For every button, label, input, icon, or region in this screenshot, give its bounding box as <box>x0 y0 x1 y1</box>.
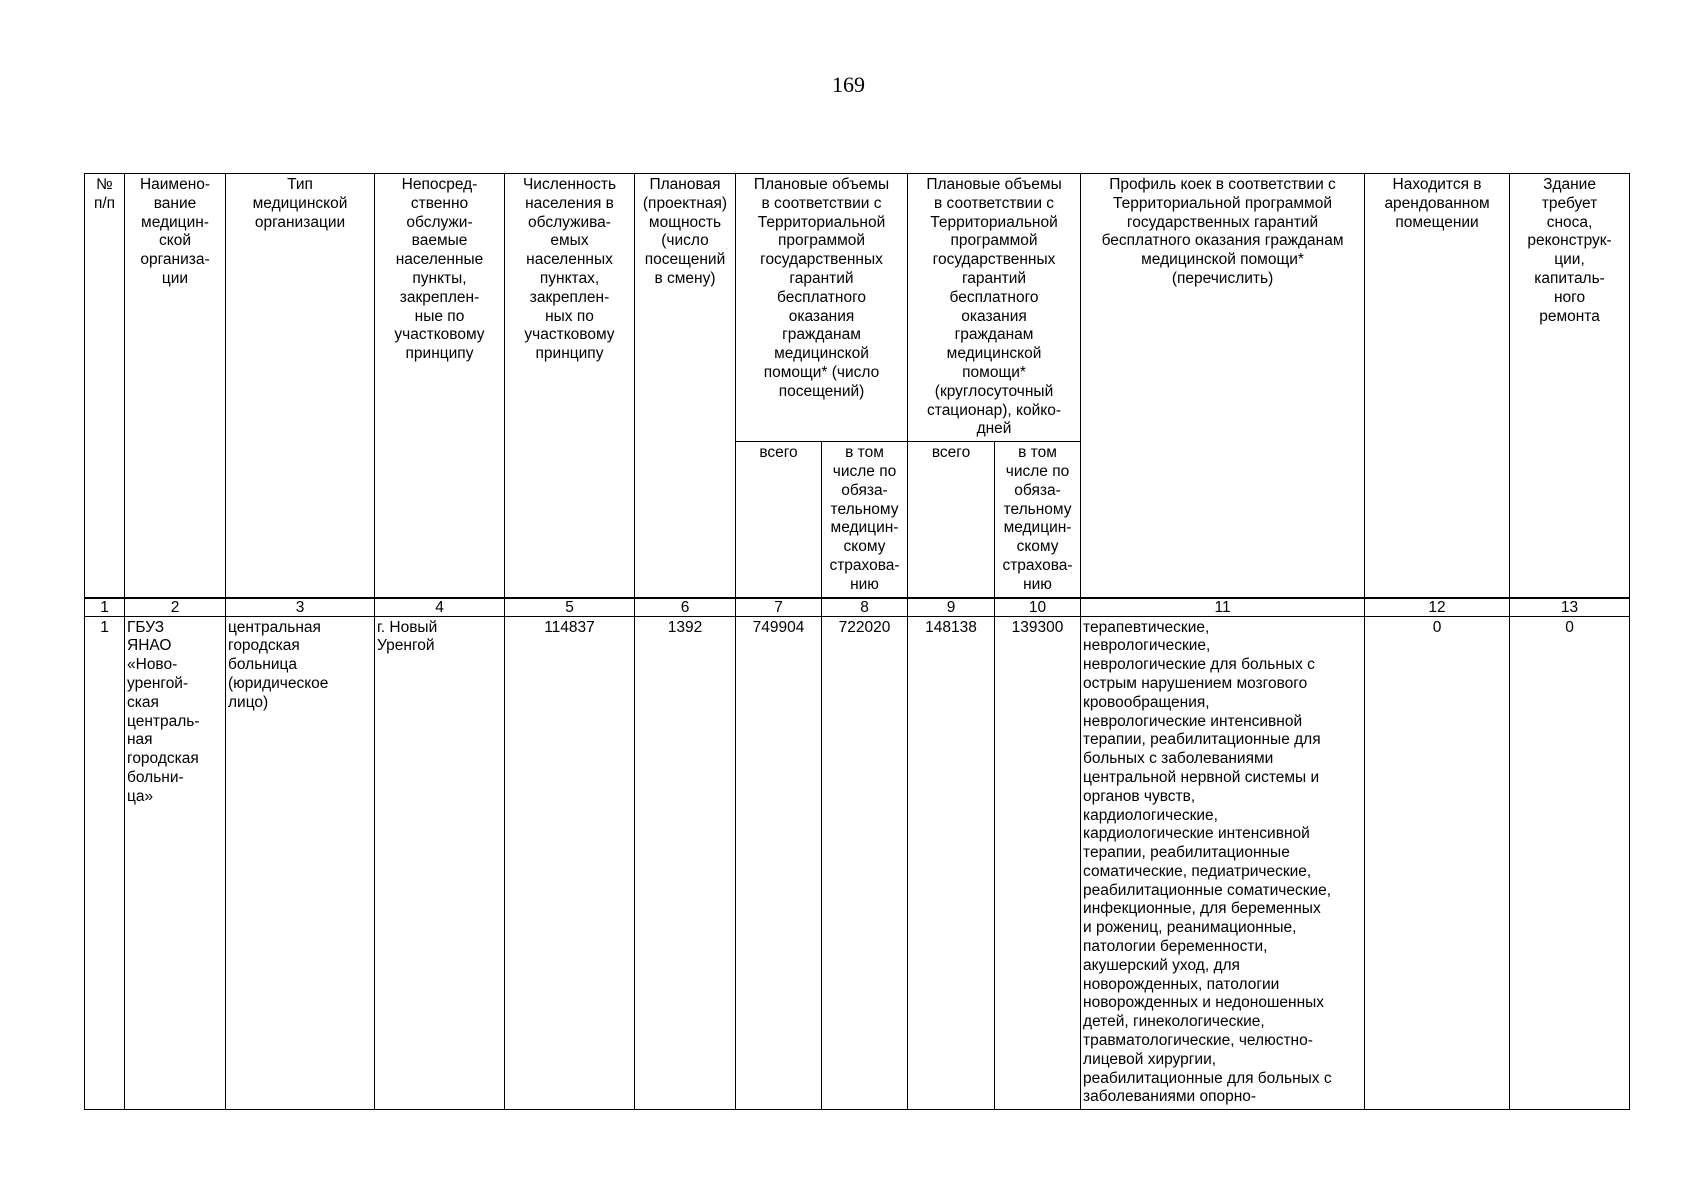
header-population: Численность населения в обслужива- емых населенных пунктах, закреплен- ных по участковому принципу <box>505 174 635 598</box>
header-planned-bed-days: Плановые объемы в соответствии с Территориальной программой государственных гарантий бесплатного оказания гражданам медицинской помощи* (круглосуточный стационар), койко- дней <box>908 174 1081 442</box>
bed-days-total-cell: 148138 <box>908 616 995 1110</box>
column-number: 7 <box>736 598 822 617</box>
bed-days-oms-cell: 139300 <box>995 616 1081 1110</box>
column-number: 3 <box>226 598 375 617</box>
header-settlements: Непосред- ственно обслужи- ваемые населенные пункты, закреплен- ные по участковому принципу <box>375 174 505 598</box>
rented-cell: 0 <box>1365 616 1510 1110</box>
header-bed-profile: Профиль коек в соответствии с Территориальной программой государственных гарантий бесплатного оказания гражданам медицинской помощи* (перечислить) <box>1081 174 1365 598</box>
column-number: 4 <box>375 598 505 617</box>
header-org-type: Тип медицинской организации <box>226 174 375 598</box>
header-capacity: Плановая (проектная) мощность (число посещений в смену) <box>635 174 736 598</box>
settlements-cell: г. Новый Уренгой <box>375 616 505 1110</box>
subheader-bed-days-total: всего <box>908 442 995 598</box>
subheader-visits-oms: в том числе по обяза- тельному медицин- скому страхова- нию <box>822 442 908 598</box>
bed-profile-cell: терапевтические, неврологические, неврологические для больных с острым нарушением мозгового кровообращения, неврологические интенсивной терапии, реабилитационные для больных с заболеваниями центральной нервной системы и органов чувств, кардиологические, кардиологические интенсивной терапии, реабилитационные соматические, педиатрические, реабилитационные соматические, инфекционные, для беременных и рожениц, реанимационные, патологии беременности, акушерский уход, для новорожденных, патологии новорожденных и недоношенных детей, гинекологические, травматологические, челюстно- лицевой хирургии, реабилитационные для больных с заболеваниями опорно- <box>1081 616 1365 1110</box>
header-rebuild: Здание требует сноса, реконструк- ции, капиталь- ного ремонта <box>1510 174 1630 598</box>
column-number: 9 <box>908 598 995 617</box>
header-number: № п/п <box>85 174 125 598</box>
visits-total-cell: 749904 <box>736 616 822 1110</box>
header-rented: Находится в арендованном помещении <box>1365 174 1510 598</box>
column-number: 2 <box>125 598 226 617</box>
population-cell: 114837 <box>505 616 635 1110</box>
row-number: 1 <box>85 616 125 1110</box>
column-number: 1 <box>85 598 125 617</box>
column-number: 12 <box>1365 598 1510 617</box>
column-number: 5 <box>505 598 635 617</box>
rebuild-cell: 0 <box>1510 616 1630 1110</box>
header-row <box>85 174 1630 442</box>
page-number: 169 <box>832 72 865 97</box>
column-number: 11 <box>1081 598 1365 617</box>
header-planned-visits: Плановые объемы в соответствии с Территориальной программой государственных гарантий бесплатного оказания гражданам медицинской помощи* (число посещений) <box>736 174 908 442</box>
subheader-visits-total: всего <box>736 442 822 598</box>
capacity-cell: 1392 <box>635 616 736 1110</box>
subheader-bed-days-oms: в том числе по обяза- тельному медицин- скому страхова- нию <box>995 442 1081 598</box>
header-org-name: Наимено- вание медицин- ской организа- ции <box>125 174 226 598</box>
column-number: 13 <box>1510 598 1630 617</box>
column-number: 10 <box>995 598 1081 617</box>
medical-organizations-table <box>84 173 1630 1110</box>
column-number: 8 <box>822 598 908 617</box>
table-row <box>85 616 1630 1110</box>
column-number: 6 <box>635 598 736 617</box>
org-name-cell: ГБУЗ ЯНАО «Ново- уренгой- ская централь- ная городская больни- ца» <box>125 616 226 1110</box>
visits-oms-cell: 722020 <box>822 616 908 1110</box>
org-type-cell: центральная городская больница (юридическое лицо) <box>226 616 375 1110</box>
column-number-row <box>85 598 1630 617</box>
